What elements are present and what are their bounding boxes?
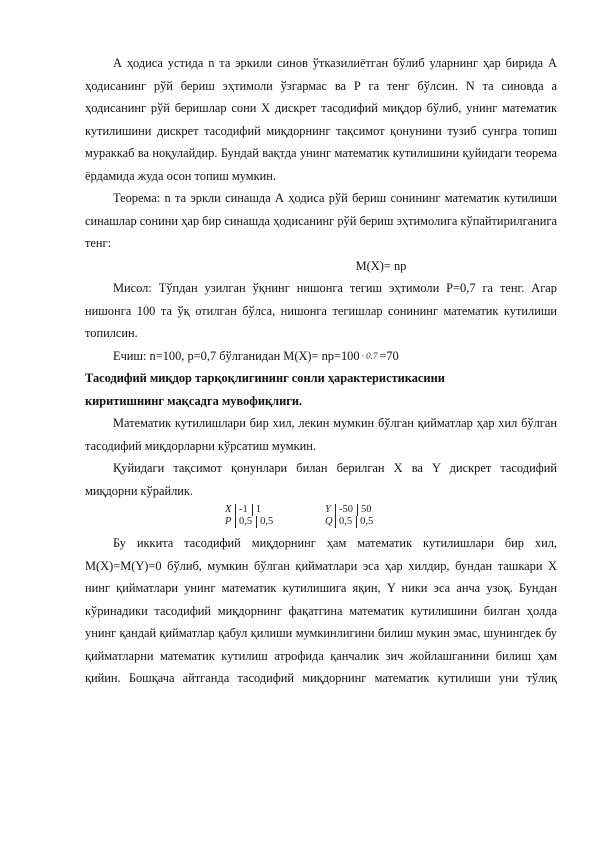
paragraph-theorem: Теорема: n та эркли синашда А ҳодиса рўй бериш сонининг математик кутилиши синашлар сонини ҳар бир синашда ҳодисанинг рўй бериш эҳтимолига кўпайтирилганига тенг: [85,191,557,250]
table-y-prob-variable: Q [325,516,333,527]
table-y-prob: 0,5 [339,516,353,527]
paragraph-distributions: Қуйидаги тақсимот қонунлари билан берилган Х ва Y дискрет тасодифий миқдорни кўрайлик. [85,461,557,498]
table-x-probs-row [225,516,273,528]
section-heading-line1: Тасодифий миқдор тарқоқлигининг сонли ҳарактеристикасини [85,371,445,385]
solution-suffix: =70 [379,348,399,363]
table-y-prob: 0,5 [360,516,374,527]
formula-expectation [85,255,557,278]
distribution-tables [85,502,557,532]
table-x-value: 1 [255,504,261,515]
table-y-values-row [325,504,373,516]
section-heading-line2: киритишнинг мақсадга мувофиқлиги. [85,393,303,408]
table-x-variable: X [225,504,232,515]
paragraph-motivation: Математик кутилишлари бир хил, лекин мумкин бўлган қийматлар ҳар хил бўлган тасодифий миқдорларни кўрсатиш мумкин. [85,416,557,453]
table-y-variable: Y [325,504,331,515]
paragraph-intro: А ҳодиса устида n та эркили синов ўтказилиётган бўлиб уларнинг ҳар бирида А ҳодисанинг рўй бериш эҳтимоли ўзгармас ва Р га тенг бўлсин. N та синовда а ҳодисанинг рўй беришлар сони Х дискрет тасодифий миқдор бўлиб, унинг математик кутилишини дискрет тасодифий миқдорнинг тақсимот қонунини тузиб сунгра топиш мураккаб ва ноқулайдир. Бундай вақтда унинг математик кутилишини қуйидаги теорема ёрдамида жуда осон топиш мумкин. [85,56,557,183]
table-y-probs-row [325,516,373,528]
table-x-values-row [225,504,273,516]
document-page [85,52,557,690]
solution-prefix: Ечиш: n=100, р=0,7 бўлганидан М(Х)= np=100 [113,348,360,363]
table-x-prob: 0,5 [260,516,274,527]
table-y-value: -50 [339,504,353,515]
distribution-table-y [325,504,373,528]
paragraph-solution [85,345,557,368]
paragraph-comparison: Бу иккита тасодифий миқдорнинг ҳам математик кутилишлари бир хил, M(X)=M(Y)=0 бўлиб, мумкин бўлган қийматлари эса ҳар хилдир, бундан ташкари Х нинг қийматлари унинг математик кутилишига яқин, Y ники эса анча узоқ. Бундан кўринадики тасодифий миқдорнинг фақатгина математик кутилишини билган ҳолда унинг қандай қийматлар қабул қилиши мумкинлигини билиш мукин эмас, шунингдек бу қийматларни математик кутилиш атрофида қанчалик зич жойлашганини билиш ҳам қийин. Бошқача айтганда тасодифий миқдорнинг математик кутилиши уни тўлиқ [85,536,557,685]
table-y-value: 50 [361,504,372,515]
solution-factor: · 0.7 [361,350,378,361]
formula-text: M(X)= np [355,258,407,273]
table-x-prob: 0,5 [239,516,253,527]
distribution-table-x [225,504,273,528]
table-x-prob-variable: P [225,516,232,527]
paragraph-example: Мисол: Тўпдан узилган ўқнинг нишонга тегиш эҳтимоли Р=0,7 га тенг. Агар нишонга 100 та ўқ отилган бўлса, нишонга тегишлар сонининг математик кутилиши топилсин. [85,281,557,340]
table-x-value: -1 [239,504,248,515]
